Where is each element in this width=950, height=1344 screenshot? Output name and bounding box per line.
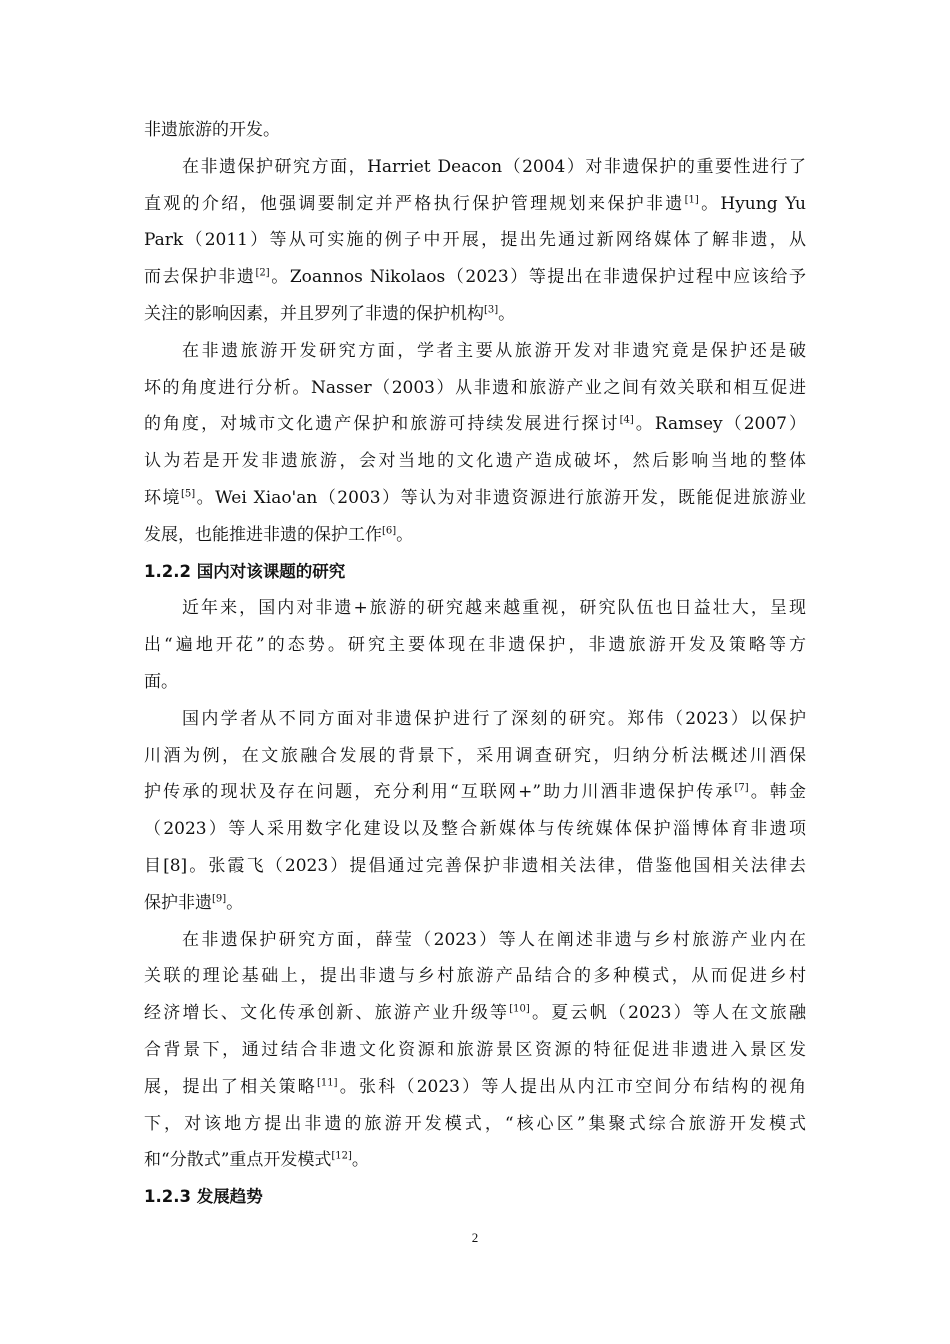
- paragraph-line: 近年来，国内对非遗+旅游的研究越来越重视，研究队伍也日益壮大，呈现: [182, 598, 806, 619]
- paragraph-line: 下，对该地方提出非遗的旅游开发模式，“核心区”集聚式综合旅游开发模式: [144, 1113, 806, 1134]
- paragraph-line: 关联的理论基础上，提出非遗与乡村旅游产品结合的多种模式，从而促进乡村: [144, 966, 806, 987]
- paragraph-line: 国内学者从不同方面对非遗保护进行了深刻的研究。郑伟（2023）以保护: [182, 708, 806, 729]
- paragraph-line: 在非遗旅游开发研究方面，学者主要从旅游开发对非遗究竟是保护还是破: [182, 340, 806, 361]
- citation-marker: [3]: [484, 304, 499, 316]
- citation-marker: [1]: [684, 193, 699, 205]
- paragraph-line: 和“分散式”重点开发模式[12]。: [144, 1150, 369, 1171]
- paragraph-line: 在非遗保护研究方面，薛莹（2023）等人在阐述非遗与乡村旅游产业内在: [182, 929, 806, 950]
- paragraph-line: 非遗旅游的开发。: [144, 120, 280, 140]
- paragraph-line: 认为若是开发非遗旅游，会对当地的文化遗产造成破坏，然后影响当地的整体: [144, 451, 806, 472]
- page-number: 2: [471, 1230, 479, 1245]
- document-body: [144, 112, 806, 1216]
- paragraph-line: 经济增长、文化传承创新、旅游产业升级等[10]。夏云帆（2023）等人在文旅融: [144, 1003, 806, 1024]
- paragraph-line: 展，提出了相关策略[11]。张科（2023）等人提出从内江市空间分布结构的视角: [144, 1076, 806, 1097]
- paragraph-line: 的角度，对城市文化遗产保护和旅游可持续发展进行探讨[4]。Ramsey（2007）: [144, 414, 806, 435]
- citation-marker: [11]: [317, 1077, 338, 1089]
- paragraph-line: 目[8]。张霞飞（2023）提倡通过完善保护非遗相关法律，借鉴他国相关法律去: [144, 855, 806, 876]
- paragraph-line: Park（2011）等从可实施的例子中开展，提出先通过新网络媒体了解非遗，从: [144, 230, 806, 251]
- citation-marker: [4]: [619, 414, 634, 426]
- paragraph-line: 直观的介绍，他强调要制定并严格执行保护管理规划来保护非遗[1]。Hyung Yu: [144, 193, 806, 214]
- paragraph-line: 关注的影响因素，并且罗列了非遗的保护机构[3]。: [144, 303, 516, 324]
- paragraph-line: 发展，也能推进非遗的保护工作[6]。: [144, 524, 414, 545]
- paragraph-line: 护传承的现状及存在问题，充分利用“互联网+”助力川酒非遗保护传承[7]。韩金: [144, 782, 806, 803]
- paragraph-line: 出“遍地开花”的态势。研究主要体现在非遗保护，非遗旅游开发及策略等方: [144, 635, 806, 656]
- citation-marker: [5]: [181, 488, 196, 500]
- citation-marker: [12]: [331, 1150, 352, 1162]
- paragraph-line: 而去保护非遗[2]。Zoannos Nikolaos（2023）等提出在非遗保护过程中应该给予: [144, 267, 806, 288]
- citation-marker: [9]: [212, 893, 227, 905]
- citation-marker: [10]: [509, 1003, 530, 1015]
- citation-marker: [7]: [734, 782, 749, 794]
- paragraph-line: 坏的角度进行分析。Nasser（2003）从非遗和旅游产业之间有效关联和相互促进: [144, 377, 806, 398]
- section-heading: 1.2.2 国内对该课题的研究: [144, 561, 346, 581]
- paragraph-line: 面。: [144, 671, 178, 692]
- citation-marker: [2]: [255, 267, 270, 279]
- paragraph-line: 环境[5]。Wei Xiao'an（2003）等认为对非遗资源进行旅游开发，既能促进旅游业: [144, 487, 806, 508]
- paragraph-line: （2023）等人采用数字化建设以及整合新媒体与传统媒体保护淄博体育非遗项: [144, 819, 806, 840]
- citation-marker: [6]: [382, 525, 397, 537]
- section-heading: 1.2.3 发展趋势: [144, 1187, 263, 1207]
- paragraph-line: 保护非遗[9]。: [144, 892, 244, 913]
- paragraph-line: 在非遗保护研究方面，Harriet Deacon（2004）对非遗保护的重要性进行了: [182, 156, 806, 177]
- paragraph-line: 合背景下，通过结合非遗文化资源和旅游景区资源的特征促进非遗进入景区发: [144, 1039, 806, 1060]
- paragraph-line: 川酒为例，在文旅融合发展的背景下，采用调查研究，归纳分析法概述川酒保: [144, 745, 806, 766]
